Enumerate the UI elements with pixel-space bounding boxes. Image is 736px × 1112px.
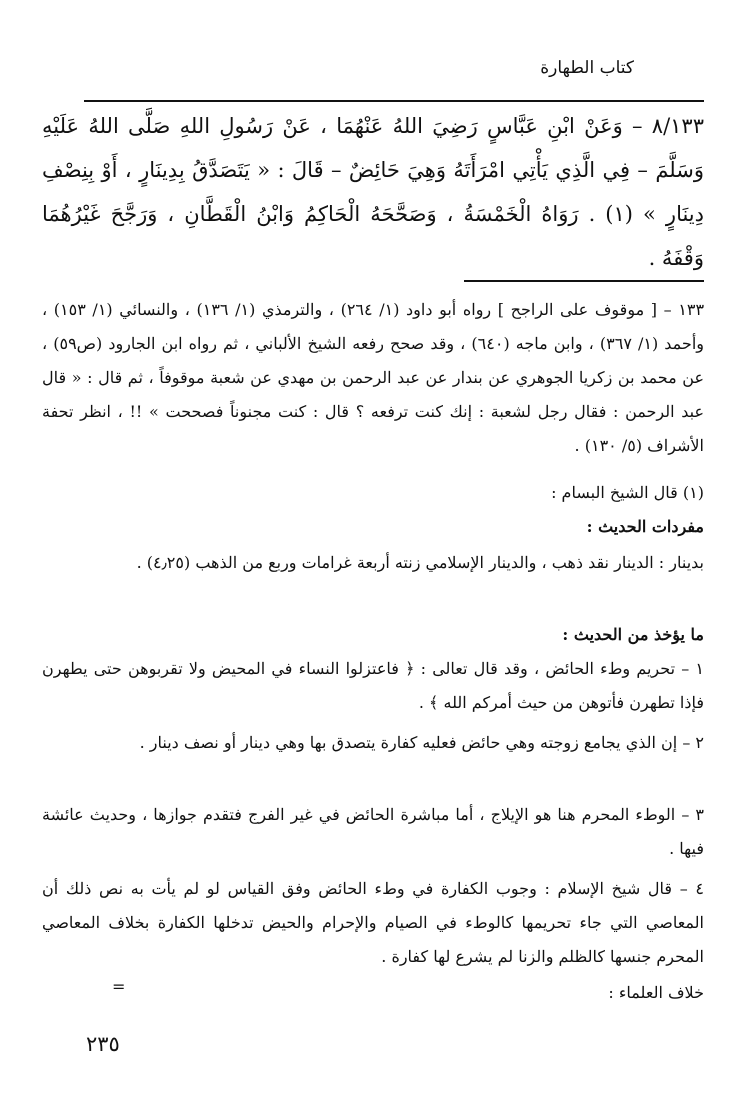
vocab-section-body: بدينار : الدينار نقد ذهب ، والدينار الإسلامي زنته أربعة غرامات وربع من الذهب (٤٫٢٥) .: [136, 553, 704, 572]
page-number: ٢٣٥: [86, 1032, 120, 1056]
ruling-item: ٢ – إن الذي يجامع زوجته وهي حائض فعليه كفارة يتصدق بها وهي دينار أو نصف دينار .: [139, 733, 704, 752]
ruling-item: ٤ – قال شيخ الإسلام : وجوب الكفارة في وطء الحائض وفق القياس لو لم يأت به نص ذلك أن المعاصي التي جاء تحريمها كالوطء في الصيام والإحرام والحيض تدخلها الكفارة بخلاف المعاصي المحرم جنسها كالظلم والزنا لم يشرع لها كفارة .: [42, 879, 704, 966]
rulings-section-title: ما يؤخذ من الحديث :: [562, 625, 704, 644]
header-rule: [84, 100, 704, 102]
hadith-text: ٨/١٣٣ – وَعَنْ ابْنِ عَبَّاسٍ رَضِيَ اللهُ عَنْهُمَا ، عَنْ رَسُولِ اللهِ صَلَّى اللهُ عَلَيْهِ وَسَلَّمَ – فِي الَّذِي يَأْتِي امْرَأَتَهُ وَهِيَ حَائِضٌ – قَالَ : « يَتَصَدَّقُ بِدِينَارٍ ، أَوْ بِنِصْفِ دِينَارٍ » (١) . رَوَاهُ الْخَمْسَةُ ، وَصَحَّحَهُ الْحَاكِمُ وَابْنُ الْقَطَّانِ ، وَرَجَّحَ غَيْرُهُمَا وَقْفَهُ .: [42, 114, 704, 270]
ruling-item: ١ – تحريم وطء الحائض ، وقد قال تعالى : ﴿ فاعتزلوا النساء في المحيض ولا تقربوهن حتى يطهرن فإذا تطهرن فأتوهن من حيث أمركم الله ﴾ .: [42, 659, 704, 712]
footnote-separator-rule: [464, 280, 704, 282]
disagreement-section-title: خلاف العلماء :: [608, 983, 704, 1002]
vocab-section-title: مفردات الحديث :: [586, 517, 704, 536]
running-head: كتاب الطهارة: [540, 58, 634, 78]
note-heading: (١) قال الشيخ البسام :: [551, 483, 704, 502]
takhrij-footnote: ١٣٣ – [ موقوف على الراجح ] رواه أبو داود (١/ ٢٦٤) ، والترمذي (١/ ١٣٦) ، والنسائي (١/ ١٥٣) ، وأحمد (١/ ٣٦٧) ، وابن ماجه (٦٤٠) ، وقد صحح رفعه الشيخ الألباني ، ثم رواه ابن الجارود (ص٥٩) ، عن محمد بن زكريا الجوهري عن بندار عن عبد الرحمن بن مهدي عن شعبة موقوفاً ، ثم قال : « قال عبد الرحمن : فقال رجل لشعبة : إنك كنت ترفعه ؟ قال : كنت مجنوناً فصححت » !! ، انظر تحفة الأشراف (٥/ ١٣٠) .: [42, 300, 705, 455]
ruling-item: ٣ – الوطء المحرم هنا هو الإيلاج ، أما مباشرة الحائض في غير الفرج فتقدم جوازها ، وحديث عائشة فيها .: [42, 805, 704, 858]
continuation-mark: =: [112, 977, 126, 996]
